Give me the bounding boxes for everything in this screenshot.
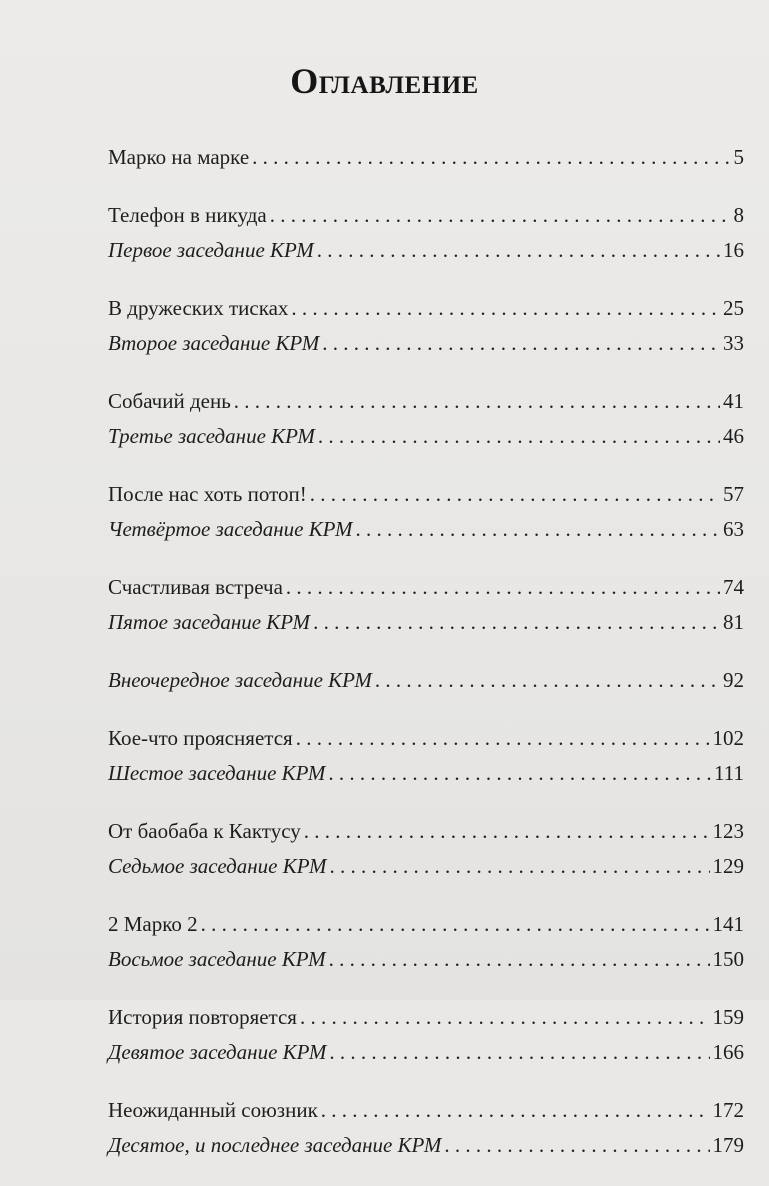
toc-entry-page-number: 46	[723, 424, 744, 448]
toc-entry-session[interactable]	[108, 326, 744, 361]
toc-entry-page-number: 41	[723, 389, 744, 413]
toc-entry-chapter[interactable]	[108, 1093, 744, 1128]
dot-leader	[328, 756, 711, 791]
toc-entry-page-number: 123	[712, 819, 744, 843]
dot-leader	[375, 663, 720, 698]
toc-group	[108, 1000, 744, 1070]
page-title: Оглавление	[290, 61, 479, 101]
toc-group	[108, 477, 744, 547]
toc-entry-chapter[interactable]	[108, 814, 744, 849]
toc-group	[108, 1093, 744, 1163]
toc-entry-label: Неожиданный союзник	[108, 1098, 318, 1122]
dot-leader	[304, 814, 710, 849]
toc-entry-label: От баобаба к Кактусу	[108, 819, 301, 843]
toc-entry-label: История повторяется	[108, 1005, 297, 1029]
dot-leader	[317, 233, 720, 268]
toc-entry-chapter[interactable]	[108, 721, 744, 756]
dot-leader	[313, 605, 720, 640]
toc-entry-label: Второе заседание КРМ	[108, 331, 320, 355]
toc-entry-label: Восьмое заседание КРМ	[108, 947, 326, 971]
toc-entry-page-number: 179	[712, 1133, 744, 1157]
toc-entry-label: Седьмое заседание КРМ	[108, 854, 327, 878]
toc-entry-page-number: 159	[712, 1005, 744, 1029]
dot-leader	[296, 721, 710, 756]
toc-entry-page-number: 102	[712, 726, 744, 750]
toc-entry-label: Телефон в никуда	[108, 203, 267, 227]
toc-entry-chapter[interactable]	[108, 570, 744, 605]
dot-leader	[329, 942, 710, 977]
toc-group	[108, 663, 744, 698]
toc-entry-session[interactable]	[108, 942, 744, 977]
toc-entry-page-number: 129	[712, 854, 744, 878]
dot-leader	[329, 1035, 709, 1070]
dot-leader	[330, 849, 710, 884]
toc-entry-page-number: 5	[733, 145, 744, 169]
toc-entry-label: Собачий день	[108, 389, 231, 413]
dot-leader	[444, 1128, 709, 1163]
dot-leader	[310, 477, 720, 512]
toc-entry-page-number: 57	[723, 482, 744, 506]
toc-entry-page-number: 16	[723, 238, 744, 262]
toc-entry-session[interactable]	[108, 605, 744, 640]
toc-entry-page-number: 92	[723, 668, 744, 692]
table-of-contents	[108, 140, 744, 1186]
dot-leader	[318, 419, 720, 454]
toc-entry-label: Пятое заседание КРМ	[108, 610, 311, 634]
toc-group	[108, 291, 744, 361]
dot-leader	[234, 384, 720, 419]
toc-group	[108, 721, 744, 791]
toc-entry-session[interactable]	[108, 849, 744, 884]
toc-entry-session[interactable]	[108, 419, 744, 454]
toc-entry-label: Десятое, и последнее заседание КРМ	[108, 1133, 442, 1157]
toc-entry-page-number: 25	[723, 296, 744, 320]
toc-entry-session[interactable]	[108, 233, 744, 268]
toc-entry-session[interactable]	[108, 1128, 744, 1163]
dot-leader	[252, 140, 730, 175]
toc-entry-label: В дружеских тисках	[108, 296, 289, 320]
dot-leader	[291, 291, 720, 326]
toc-entry-label: Счастливая встреча	[108, 575, 283, 599]
toc-entry-page-number: 8	[733, 203, 744, 227]
toc-entry-session[interactable]	[108, 1035, 744, 1070]
toc-group	[108, 384, 744, 454]
toc-entry-label: Шестое заседание КРМ	[108, 761, 326, 785]
toc-entry-session[interactable]	[108, 756, 744, 791]
toc-entry-label: Кое-что проясняется	[108, 726, 293, 750]
dot-leader	[270, 198, 731, 233]
toc-group	[108, 140, 744, 175]
toc-entry-chapter[interactable]	[108, 291, 744, 326]
toc-entry-label: Первое заседание КРМ	[108, 238, 314, 262]
toc-group	[108, 570, 744, 640]
toc-entry-chapter[interactable]	[108, 907, 744, 942]
toc-entry-chapter[interactable]	[108, 140, 744, 175]
toc-entry-session[interactable]	[108, 512, 744, 547]
toc-entry-chapter[interactable]	[108, 1000, 744, 1035]
toc-entry-label: 2 Марко 2	[108, 912, 198, 936]
toc-entry-label: После нас хоть потоп!	[108, 482, 307, 506]
toc-entry-label: Марко на марке	[108, 145, 250, 169]
toc-entry-label: Внеочередное заседание КРМ	[108, 668, 372, 692]
toc-entry-page-number: 111	[714, 761, 744, 785]
dot-leader	[355, 512, 720, 547]
toc-group	[108, 814, 744, 884]
dot-leader	[300, 1000, 710, 1035]
toc-entry-page-number: 74	[723, 575, 744, 599]
toc-group	[108, 907, 744, 977]
toc-entry-label: Третье заседание КРМ	[108, 424, 315, 448]
toc-entry-session[interactable]	[108, 663, 744, 698]
dot-leader	[286, 570, 720, 605]
toc-entry-chapter[interactable]	[108, 477, 744, 512]
toc-entry-page-number: 172	[712, 1098, 744, 1122]
toc-entry-page-number: 81	[723, 610, 744, 634]
toc-group	[108, 198, 744, 268]
toc-entry-page-number: 33	[723, 331, 744, 355]
toc-entry-page-number: 63	[723, 517, 744, 541]
toc-entry-chapter[interactable]	[108, 384, 744, 419]
dot-leader	[201, 907, 710, 942]
toc-entry-label: Девятое заседание КРМ	[108, 1040, 327, 1064]
dot-leader	[322, 326, 720, 361]
toc-entry-page-number: 141	[712, 912, 744, 936]
toc-entry-page-number: 150	[712, 947, 744, 971]
dot-leader	[321, 1093, 710, 1128]
toc-entry-chapter[interactable]	[108, 198, 744, 233]
toc-entry-page-number: 166	[712, 1040, 744, 1064]
toc-entry-label: Четвёртое заседание КРМ	[108, 517, 353, 541]
